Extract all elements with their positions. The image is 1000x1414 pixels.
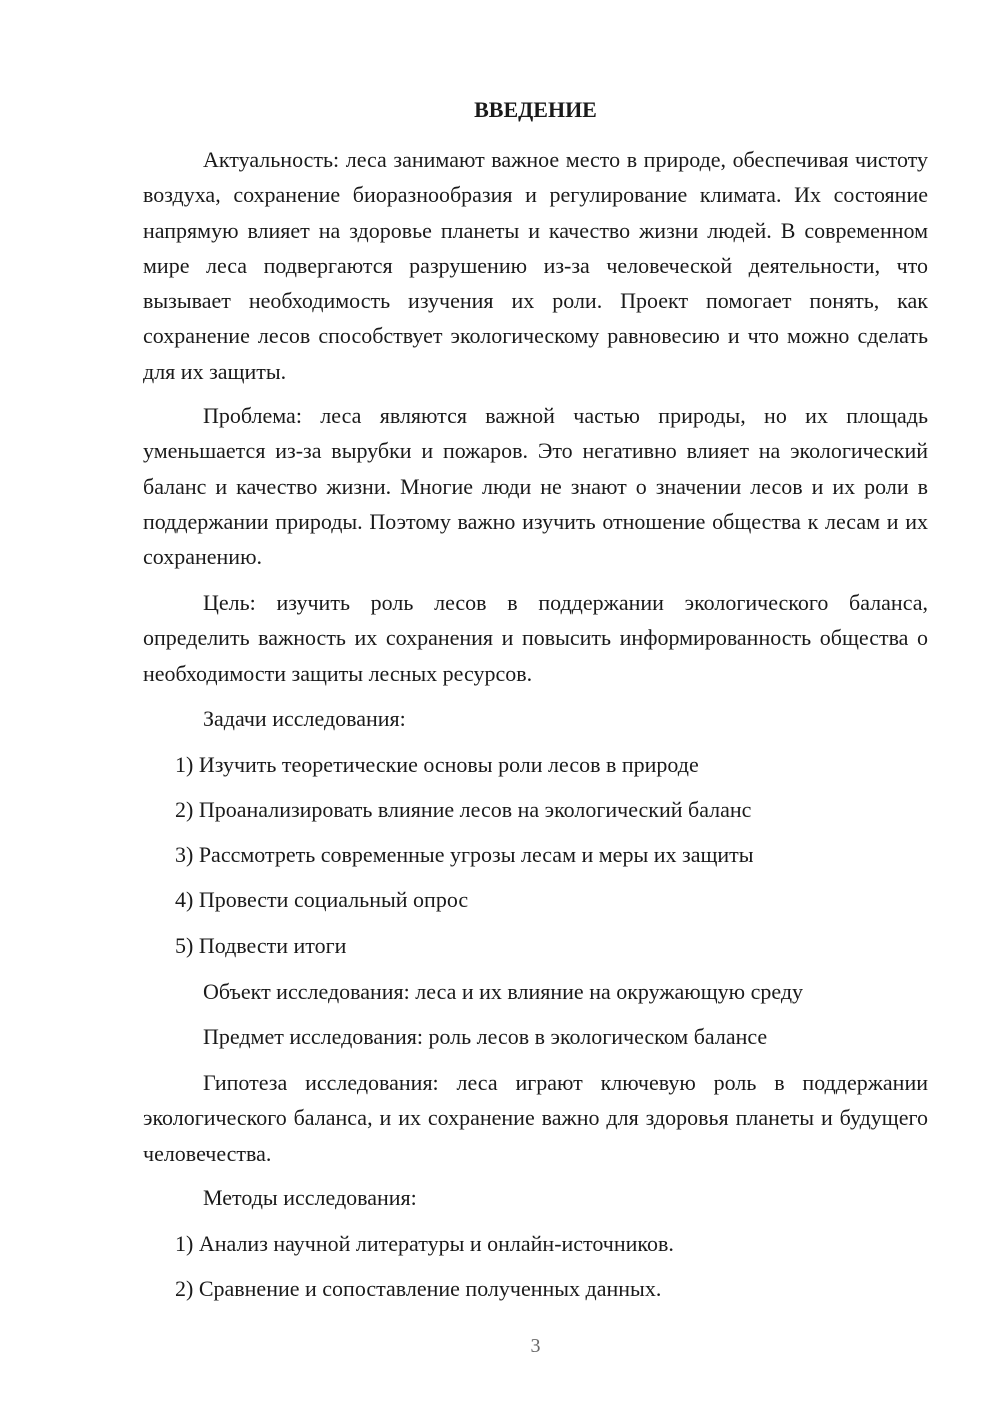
- document-page: [143, 0, 928, 1414]
- page-number: 3: [530, 1335, 541, 1357]
- task-item: 2) Проанализировать влияние лесов на экологический баланс: [175, 797, 752, 822]
- methods-heading: Методы исследования:: [203, 1185, 417, 1210]
- hypothesis-paragraph: Гипотеза исследования: леса играют ключевую роль в поддержании экологического баланса, и их сохранение важно для здоровья планеты и будущего человечества.: [143, 1070, 928, 1166]
- method-item: 2) Сравнение и сопоставление полученных данных.: [175, 1276, 662, 1301]
- goal-paragraph: Цель: изучить роль лесов в поддержании экологического баланса, определить важность их сохранения и повысить информированность общества о необходимости защиты лесных ресурсов.: [143, 590, 928, 686]
- research-object: Объект исследования: леса и их влияние на окружающую среду: [203, 979, 804, 1004]
- method-item: 1) Анализ научной литературы и онлайн-источников.: [175, 1231, 674, 1256]
- task-item: 4) Провести социальный опрос: [175, 887, 469, 912]
- document-title: ВВЕДЕНИЕ: [474, 97, 597, 122]
- tasks-heading: Задачи исследования:: [203, 706, 406, 731]
- task-item: 5) Подвести итоги: [175, 933, 347, 958]
- task-item: 1) Изучить теоретические основы роли лесов в природе: [175, 752, 699, 777]
- relevance-paragraph: Актуальность: леса занимают важное место в природе, обеспечивая чистоту воздуха, сохранение биоразнообразия и регулирование климата. Их состояние напрямую влияет на здоровье планеты и качество жизни людей. В современном мире леса подвергаются разрушению из-за человеческой деятельности, что вызывает необходимость изучения их роли. Проект помогает понять, как сохранение лесов способствует экологическому равновесию и что можно сделать для их защиты.: [143, 147, 928, 384]
- problem-paragraph: Проблема: леса являются важной частью природы, но их площадь уменьшается из-за вырубки и пожаров. Это негативно влияет на экологический баланс и качество жизни. Многие люди не знают о значении лесов и их роли в поддержании природы. Поэтому важно изучить отношение общества к лесам и их сохранению.: [143, 403, 928, 570]
- research-subject: Предмет исследования: роль лесов в экологическом балансе: [203, 1024, 768, 1049]
- task-item: 3) Рассмотреть современные угрозы лесам и меры их защиты: [175, 842, 754, 867]
